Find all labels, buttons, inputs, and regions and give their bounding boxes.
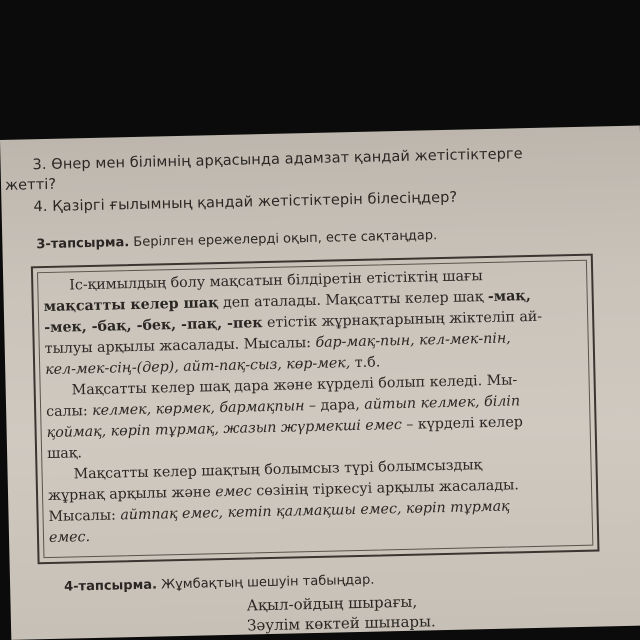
rule-line: салы: келмек, көрмек, бармақпын – дара, айтып келмек, біліп <box>46 393 521 421</box>
rule-line: Іс-қимылдың болу мақсатын білдіретін етістіктің шағы <box>69 268 483 294</box>
question-number: 4. <box>33 198 48 216</box>
example-italic: бар-мақ-пын, кел-мек-пін, <box>315 330 511 351</box>
question-3-continued <box>5 177 57 194</box>
rule-line: шақ. <box>46 445 83 463</box>
task-4-heading <box>64 573 375 595</box>
rule-line <box>49 529 90 546</box>
example-italic: айтпақ емес, кетіп қалмақшы емес, көріп тұрмақ <box>120 498 510 524</box>
suffix-bold: -мақ, <box>487 287 531 305</box>
question-text: Өнер мен білімнің арқасында адамзат қандай жетістіктерге <box>51 146 523 173</box>
rule-line: кел-мек-сің-(дер), айт-пақ-сыз, көр-мек, т.б. <box>45 354 381 379</box>
rule-line: мақсатты келер шақ деп аталады. Мақсатты келер шақ -мақ, <box>43 287 531 316</box>
riddle-line-2: Зәулім көктей шынары. <box>246 612 436 635</box>
task-instruction: Жұмбақтың шешуін табыңдар. <box>160 572 375 593</box>
rule-line: қоймақ, көріп тұрмақ, жазып жүрмекші емес – күрделі келер <box>46 414 524 442</box>
rule-line: Мақсатты келер шақ дара және күрделі болып келеді. Мы- <box>71 372 518 399</box>
textbook-page <box>0 125 640 639</box>
rule-line: Мақсатты келер шақтың болымсыз түрі болымсыздық <box>73 457 483 483</box>
question-3 <box>32 146 522 173</box>
example-italic: айтып келмек, біліп <box>364 393 521 413</box>
rule-line: -мек, -бақ, -бек, -пақ, -пек етістік жұрнақтарының жіктеліп ай- <box>44 308 543 337</box>
riddle-line-1: Ақыл-ойдың шырағы, <box>246 592 418 615</box>
question-text: жетті? <box>4 176 57 194</box>
term-bold: мақсатты келер шақ <box>43 295 219 316</box>
question-text: Қазіргі ғылымның қандай жетістіктерін білесіңдер? <box>52 189 458 215</box>
example-italic: кел-мек-сің-(дер), айт-пақ-сыз, көр-мек, <box>45 355 351 379</box>
example-italic: емес <box>215 483 252 501</box>
task-3-heading <box>36 228 437 252</box>
example-italic: қоймақ, көріп тұрмақ, жазып жүрмекші емес <box>46 416 403 442</box>
suffix-bold: -мек, -бақ, -бек, -пақ, -пек <box>44 315 263 337</box>
question-number: 3. <box>32 156 47 174</box>
task-label: 4-тапсырма. <box>63 577 158 595</box>
task-instruction: Берілген ережелерді оқып, есте сақтаңдар. <box>133 228 438 250</box>
example-italic: келмек, көрмек, бармақпын <box>91 398 305 419</box>
task-label: 3-тапсырма. <box>36 235 130 253</box>
rule-line: тылуы арқылы жасалады. Мысалы: бар-мақ-пын, кел-мек-пін, <box>44 330 511 358</box>
rule-box <box>31 254 600 565</box>
example-italic: емес. <box>48 529 91 546</box>
rule-line: жұрнақ арқылы және емес сөзінің тіркесуі арқылы жасалады. <box>47 477 520 504</box>
rule-line: Мысалы: айтпақ емес, кетіп қалмақшы емес, көріп тұрмақ <box>48 498 510 525</box>
question-4 <box>33 190 457 216</box>
